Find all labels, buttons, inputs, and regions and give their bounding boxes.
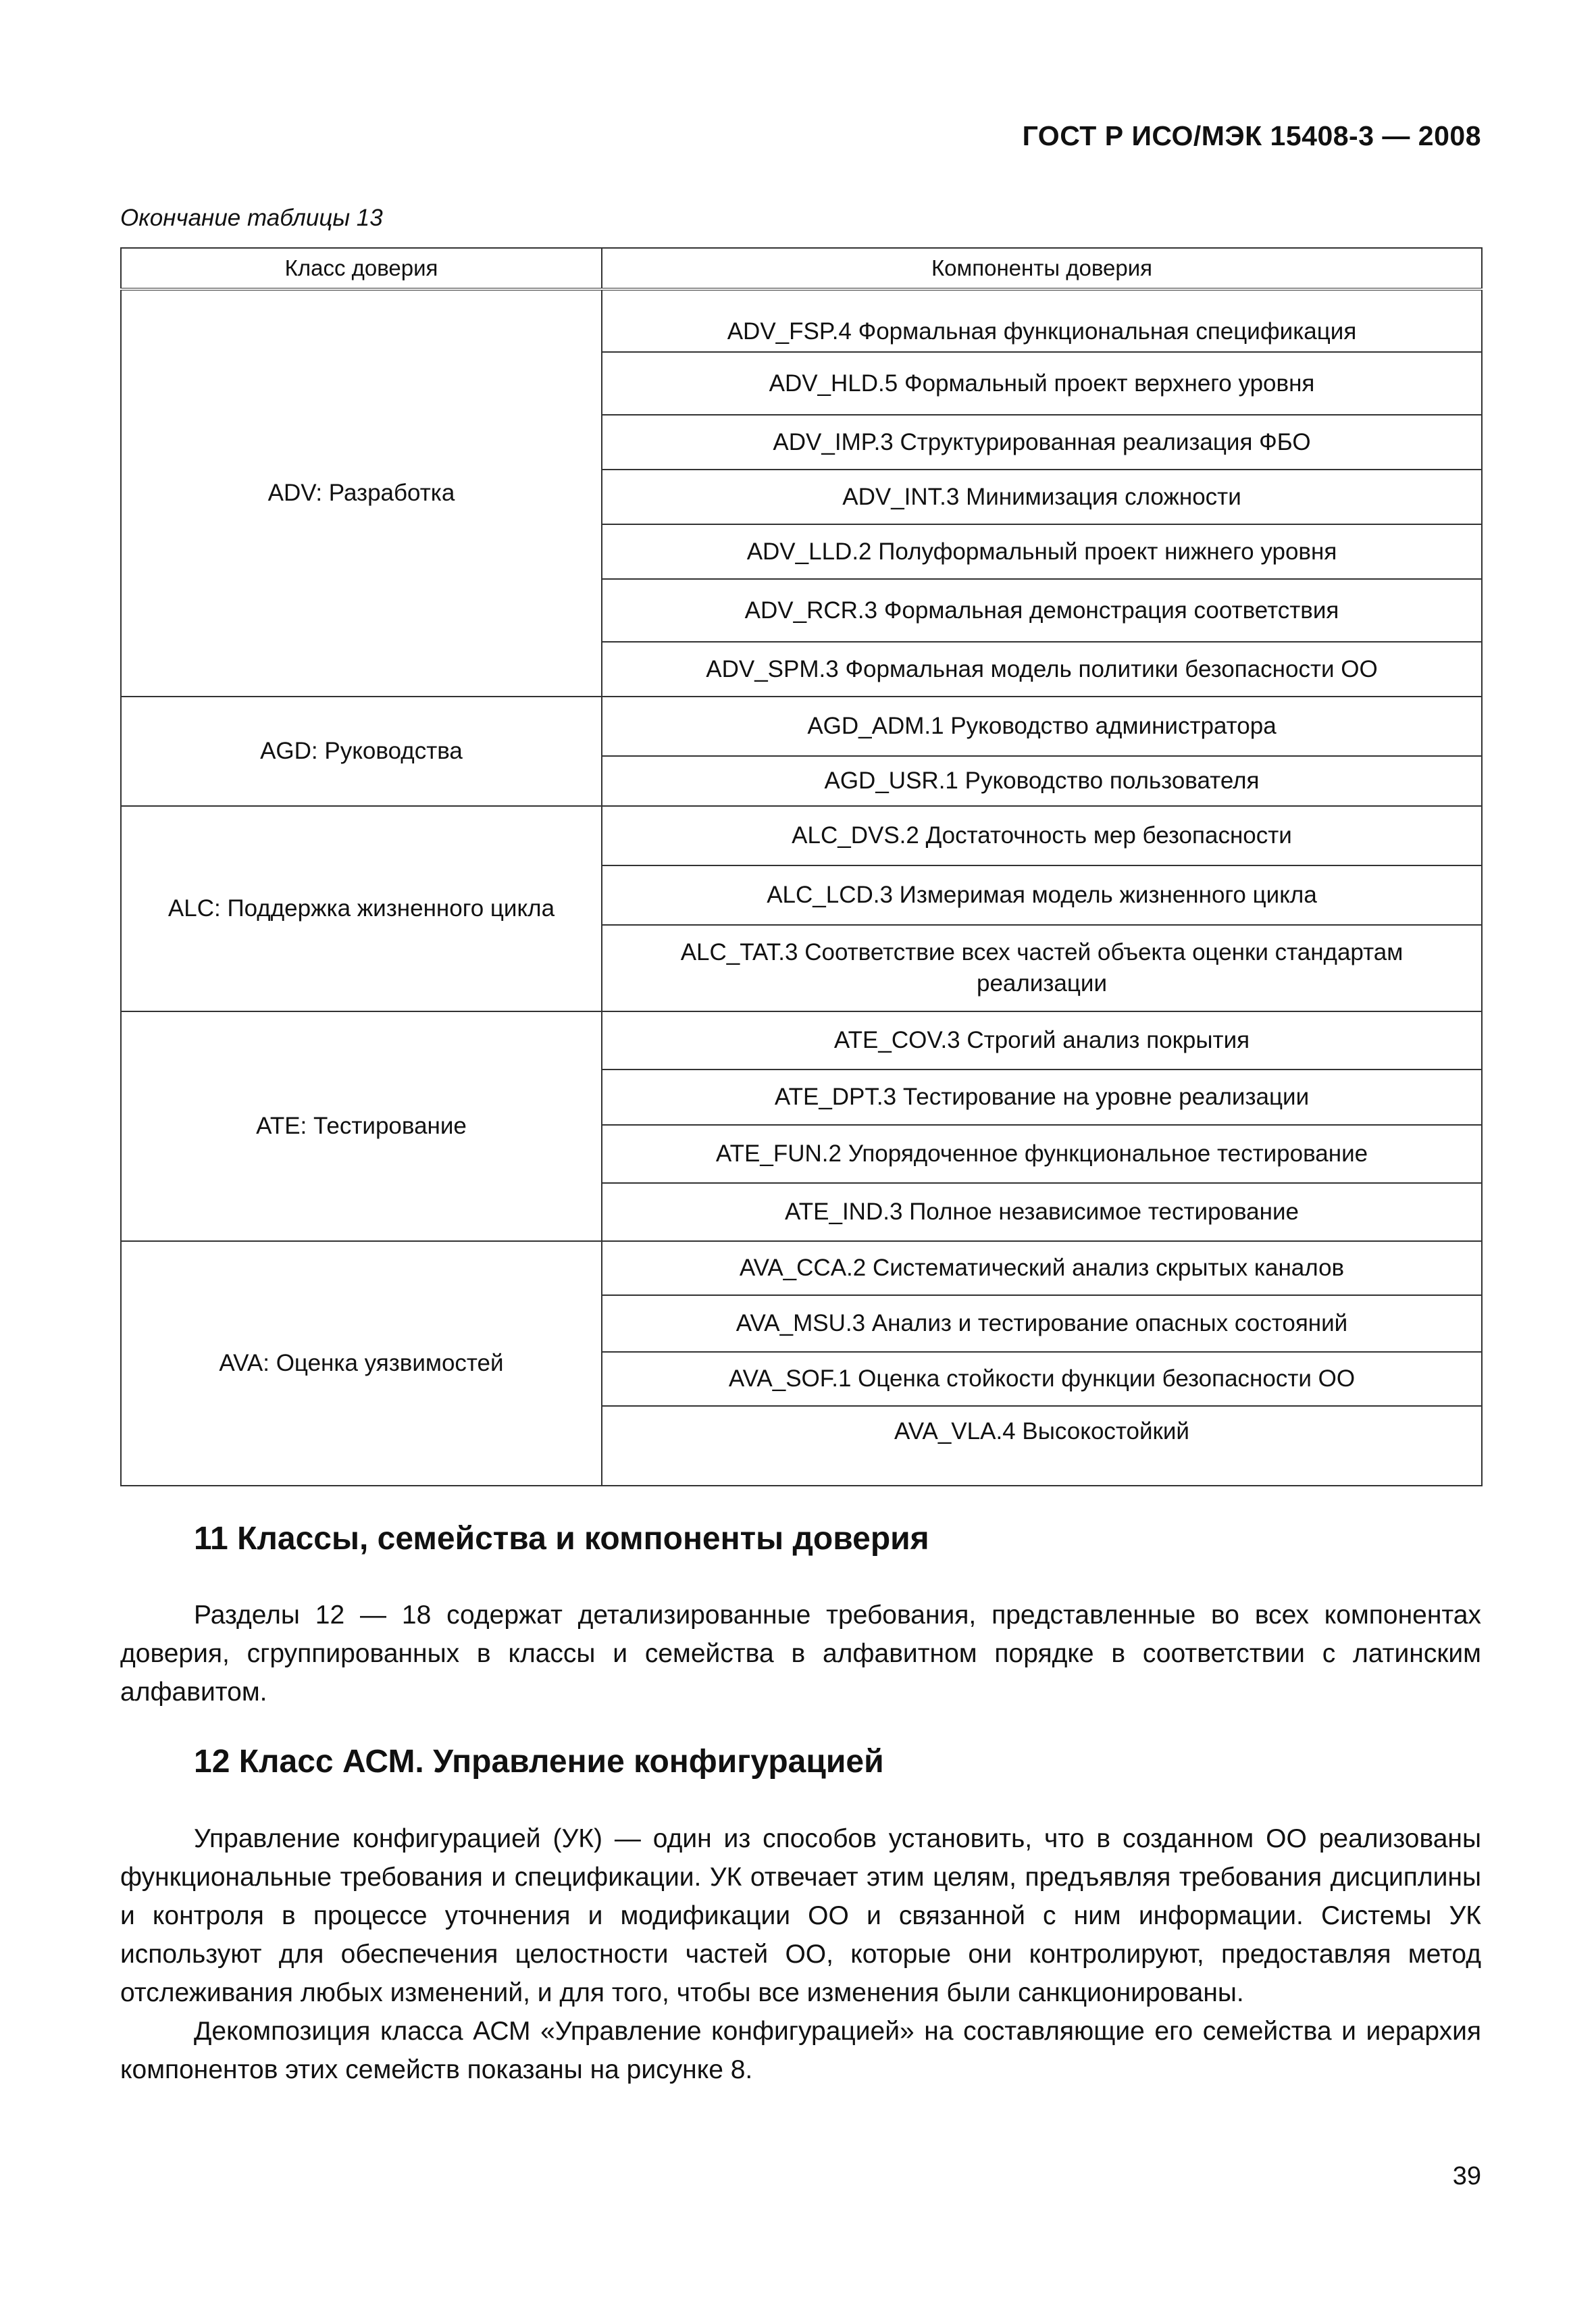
table-header-row <box>121 248 1482 289</box>
component-cell: AGD_USR.1 Руководство пользователя <box>602 756 1482 806</box>
trust-components-table <box>120 247 1483 1486</box>
component-cell: ADV_FSP.4 Формальная функциональная спецификация <box>602 289 1482 352</box>
component-cell: ALC_DVS.2 Достаточность мер безопасности <box>602 806 1482 865</box>
component-cell: ALC_LCD.3 Измеримая модель жизненного цикла <box>602 865 1482 925</box>
component-cell: ADV_SPM.3 Формальная модель политики безопасности ОО <box>602 642 1482 697</box>
table-row <box>121 289 1482 352</box>
table-caption: Окончание таблицы 13 <box>120 205 383 231</box>
class-cell-ate: ATE: Тестирование <box>121 1011 602 1241</box>
section-12-title: 12 Класс АСМ. Управление конфигурацией <box>194 1744 884 1780</box>
table-row <box>121 697 1482 756</box>
section-11-paragraph: Разделы 12 — 18 содержат детализированные требования, представленные во всех компонентах доверия, сгруппированных в классы и семейства в алфавитном порядке в соответствии с латинским алфавитом. <box>120 1601 1481 1707</box>
table-row <box>121 1011 1482 1070</box>
component-cell: AVA_SOF.1 Оценка стойкости функции безопасности ОО <box>602 1352 1482 1406</box>
class-cell-alc: ALC: Поддержка жизненного цикла <box>121 806 602 1011</box>
component-cell: ADV_LLD.2 Полуформальный проект нижнего уровня <box>602 524 1482 579</box>
component-cell: AVA_VLA.4 Высокостойкий <box>602 1406 1482 1486</box>
header-class: Класс доверия <box>121 248 602 289</box>
component-cell: ADV_RCR.3 Формальная демонстрация соответствия <box>602 579 1482 642</box>
class-cell-adv: ADV: Разработка <box>121 289 602 697</box>
section-11-title: 11 Классы, семейства и компоненты доверия <box>194 1521 929 1557</box>
class-cell-agd: AGD: Руководства <box>121 697 602 806</box>
component-cell: ADV_INT.3 Минимизация сложности <box>602 470 1482 524</box>
table-row <box>121 806 1482 865</box>
class-cell-ava: AVA: Оценка уязвимостей <box>121 1241 602 1486</box>
header-components: Компоненты доверия <box>602 248 1482 289</box>
component-cell: ATE_IND.3 Полное независимое тестирование <box>602 1183 1482 1241</box>
component-cell: AVA_CCA.2 Систематический анализ скрытых каналов <box>602 1241 1482 1295</box>
section-11-body <box>120 1596 1481 1711</box>
section-12-paragraph: Декомпозиция класса АСМ «Управление конфигурацией» на составляющие его семейства и иерархия компонентов этих семейств показаны на рисунке 8. <box>120 2017 1481 2084</box>
component-cell: ALC_TAT.3 Соответствие всех частей объекта оценки стандартам реализации <box>602 925 1482 1011</box>
component-cell: AGD_ADM.1 Руководство администратора <box>602 697 1482 756</box>
table-row <box>121 1241 1482 1295</box>
component-cell: ATE_COV.3 Строгий анализ покрытия <box>602 1011 1482 1070</box>
component-cell: ADV_HLD.5 Формальный проект верхнего уровня <box>602 352 1482 415</box>
component-cell: ATE_DPT.3 Тестирование на уровне реализации <box>602 1070 1482 1125</box>
page-number: 39 <box>1452 2162 1481 2190</box>
component-cell: ATE_FUN.2 Упорядоченное функциональное тестирование <box>602 1125 1482 1183</box>
component-cell: AVA_MSU.3 Анализ и тестирование опасных состояний <box>602 1295 1482 1352</box>
section-12-paragraph: Управление конфигурацией (УК) — один из способов установить, что в созданном ОО реализованы функциональные требования и спецификации. УК отвечает этим целям, предъявляя требования дисциплины и контроля в процессе уточнения и модификации ОО и связанной с ним информации. Системы УК используют для обеспечения целостности частей ОО, которые они контролируют, предоставляя метод отслеживания любых изменений, и для того, чтобы все изменения были санкционированы. <box>120 1824 1481 2007</box>
standard-header: ГОСТ Р ИСО/МЭК 15408-3 — 2008 <box>1022 120 1481 151</box>
section-12-body <box>120 1819 1481 2089</box>
component-cell: ADV_IMP.3 Структурированная реализация ФБО <box>602 415 1482 470</box>
